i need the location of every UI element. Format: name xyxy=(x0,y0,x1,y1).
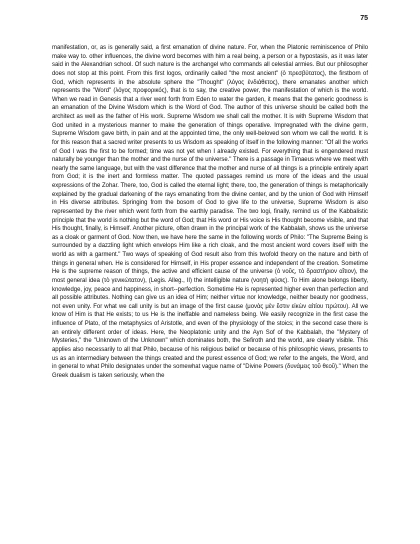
page-number: 75 xyxy=(360,15,368,22)
body-paragraph: manifestation, or, as is generally said, a first emanation of divine nature. For, when the Platonic reminiscence of Philo make way to. other influences, the divine word becomes with him a real being, a person or a hypostasis, as it was later said in the Alexandrian school. Of such nature is the archangel who commands all celestial armies. But our philosopher does not stop at this point. From this first logos, ordinarily called "the most ancient" (ὁ πρεσβύτατος), the firstborn of God, which represents in the absolute sphere the "Thought" (λόγος ἐνδιάθετος), there emanates another which represents the "Word" (λόγος προφορικός), that is to say, the creative power, the manifestation of which is the world. When we read in Genesis that a river went forth from Eden to water the garden, it means that the generic goodness is an emanation of the Divine Wisdom which is the Word of God. The author of this universe should be called both the architect as well as the father of His work. Supreme Wisdom we shall call the mother. It is with Supreme Wisdom that God united in a mysterious manner to make the generation of things operative. Impregnated with the divine germ, Supreme Wisdom gave birth, in pain and at the appointed time, the only well-beloved son whom we call the world. It is for this reason that a sacred writer presents to us Wisdom as speaking of itself in the following manner: "Of all the works of God I was the first to be formed; time was not yet when I already existed. For everything that is engendered must naturally be younger than the mother and the nurse of the universe." There is a passage in Timaeus where we meet with nearly the same language, but with the vast difference that the mother and nurse of all things is a principle entirely apart from God; it is the inert and formless matter. The quoted passages remind us more of the ideas and the usual expressions of the Zohar. There, too, God is called the eternal light; there, too, the generation of things is metaphorically explained by the gradual darkening of the rays emanating from the divine center, and by the union of God with Himself in His diverse attributes. Springing from the bosom of God to give life to the universe, Supreme Wisdom is also represented by the river which went forth from the earthly paradise. The two logi, finally, remind us of the Kabbalistic principle that the world is nothing but the word of God; that His word or His voice is His thought become visible, and that His thought, finally, is Himself. Another picture, often drawn in the principal work of the Kabbalah, shows us the universe as a cloak or garment of God. Now then, we have here the same in the following words of Philo: "The Supreme Being is surrounded by a dazzling light which envelops Him like a rich cloak, and the most ancient word covers itself with the world as with a garment." Two ways of speaking of God result also from this twofold theory on the nature and birth of things in general when. He is considered for Himself, in His proper essence and independent of the creation. Sometime He is the supreme reason of things, the active and efficient cause of the universe (ὁ νοῦς, τὸ δραστήριον αἴτιον), the most general idea (τὸ γενικώτατον), (Legis. Alleg., II) the intelligible nature (νοητὴ φύσις). To Him alone belongs liberty, knowledge, joy, peace and happiness, in short--perfection. Sometime He is represented higher even than perfection and all possible attributes. Nothing can give us an idea of Him; neither virtue nor knowledge, neither beauty nor goodness, not even unity. For what we call unity is but an image of the first cause (μονὰς μὲν ἔστιν εἰκὼν αἰτίου πρώτου). All we know of Him is that He exists; to us He is the ineffable and nameless being. We easily recognize in the first case the influence of Plato, of the metaphysics of Aristotle, and even of the physiology of the stoics; in the second case there is an entirely different order of ideas. Here, the Neoplatonic unity and the Ayn Sof of the Kabbalah, the "Mystery of Mysteries," the "Unknown of the Unknown" which dominates both, the Sefiroth and the world, are clearly visible. This applies also necessarily to all that Philo, because of his religious belief or because of his philosophic views, presents to us as an intermediary between the things created and the purest essence of God; we refer to the angels, the Word, and in general to what Philo designates under the somewhat vague name of "Divine Powers (δυνάμεις τοῦ θεοῦ)." When the Greek dualism is taken seriously, when the xyxy=(52,45,368,379)
